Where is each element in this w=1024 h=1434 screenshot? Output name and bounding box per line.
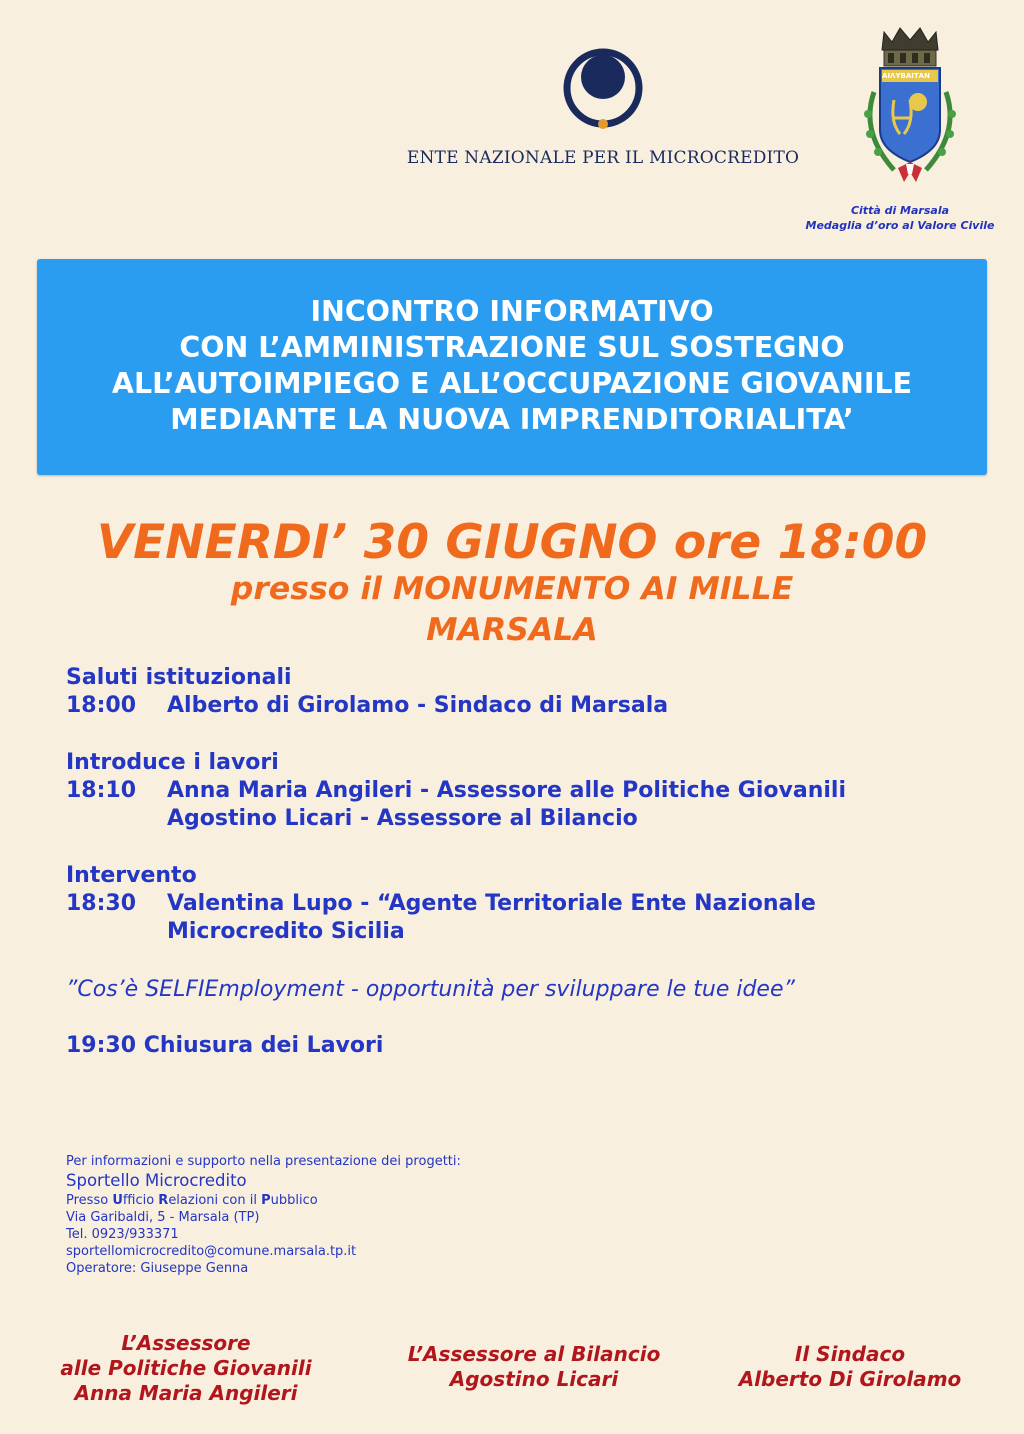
program-speaker: Anna Maria Angileri - Assessore alle Politiche Giovanili [167, 778, 846, 803]
contact-operator: Operatore: Giuseppe Genna [66, 1261, 249, 1276]
program-heading: Saluti istituzionali [66, 665, 292, 690]
program-row [66, 692, 668, 720]
title-line-3: ALL’AUTOIMPIEGO E ALL’OCCUPAZIONE GIOVANILE [111, 367, 913, 400]
crest-motto: ΑΙΛΥΒΑΙΤΑΝ [882, 72, 930, 80]
signature-role: L’Assessore [121, 1331, 251, 1355]
signature-youth-councillor [30, 1331, 342, 1406]
contact-office-text: elazioni con il [168, 1193, 262, 1208]
event-city: MARSALA [426, 612, 598, 648]
signature-role: Il Sindaco [794, 1342, 906, 1366]
contact-phone: Tel. 0923/933371 [66, 1227, 179, 1242]
contact-office-initial: R [158, 1193, 169, 1208]
contact-block [66, 1153, 461, 1277]
program-time: 18:00 [66, 693, 137, 718]
program-time: 18:30 [66, 891, 137, 916]
signature-name: Agostino Licari [449, 1367, 619, 1391]
signature-role: alle Politiche Giovanili [60, 1356, 312, 1380]
contact-office-initial: U [112, 1193, 123, 1208]
program-row [66, 777, 846, 805]
program-speaker-cont: Microcredito Sicilia [167, 919, 405, 944]
signature-budget-councillor [378, 1342, 690, 1392]
marsala-crest-icon [854, 22, 966, 190]
title-banner [37, 259, 987, 475]
contact-office-text: ubblico [270, 1193, 318, 1208]
city-caption-medal: Medaglia d’oro al Valore Civile [805, 219, 995, 232]
program-section-talk [66, 862, 816, 946]
contact-office-text: fficio [122, 1193, 159, 1208]
contact-desk: Sportello Microcredito [66, 1171, 247, 1190]
title-line-1: INCONTRO INFORMATIVO [310, 295, 714, 328]
city-caption-name: Città di Marsala [850, 204, 950, 217]
ente-name: ENTE NAZIONALE PER IL MICROCREDITO [406, 148, 800, 168]
signature-name: Anna Maria Angileri [74, 1381, 298, 1405]
ente-microcredito-logo [558, 46, 648, 136]
contact-office [66, 1192, 461, 1209]
contact-office-initial: P [261, 1193, 271, 1208]
program-time: 18:10 [66, 778, 137, 803]
program-speaker: Agostino Licari - Assessore al Bilancio [167, 806, 638, 831]
contact-intro: Per informazioni e supporto nella presentazione dei progetti: [66, 1154, 461, 1169]
signature-name: Alberto Di Girolamo [738, 1367, 962, 1391]
program-section-greetings [66, 664, 668, 720]
city-caption [780, 203, 1020, 233]
program-closing: 19:30 Chiusura dei Lavori [66, 1033, 384, 1058]
program-row [66, 890, 816, 918]
contact-office-text: Presso [66, 1193, 113, 1208]
contact-address: Via Garibaldi, 5 - Marsala (TP) [66, 1210, 260, 1225]
program-section-intro [66, 749, 846, 833]
event-date-time: VENERDI’ 30 GIUGNO ore 18:00 [96, 515, 928, 570]
event-place: presso il MONUMENTO AI MILLE [230, 571, 794, 607]
program-heading: Intervento [66, 863, 197, 888]
title-line-4: MEDIANTE LA NUOVA IMPRENDITORIALITA’ [170, 403, 854, 436]
signature-mayor [694, 1342, 1006, 1392]
title-line-2: CON L’AMMINISTRAZIONE SUL SOSTEGNO [179, 331, 845, 364]
signature-role: L’Assessore al Bilancio [407, 1342, 661, 1366]
program-heading: Introduce i lavori [66, 750, 279, 775]
program-speaker: Valentina Lupo - “Agente Territoriale Ente Nazionale [167, 891, 816, 916]
program-quote: ”Cos’è SELFIEmployment - opportunità per sviluppare le tue idee” [66, 977, 795, 1002]
contact-email[interactable]: sportellomicrocredito@comune.marsala.tp.it [66, 1244, 357, 1259]
program-speaker: Alberto di Girolamo - Sindaco di Marsala [167, 693, 669, 718]
